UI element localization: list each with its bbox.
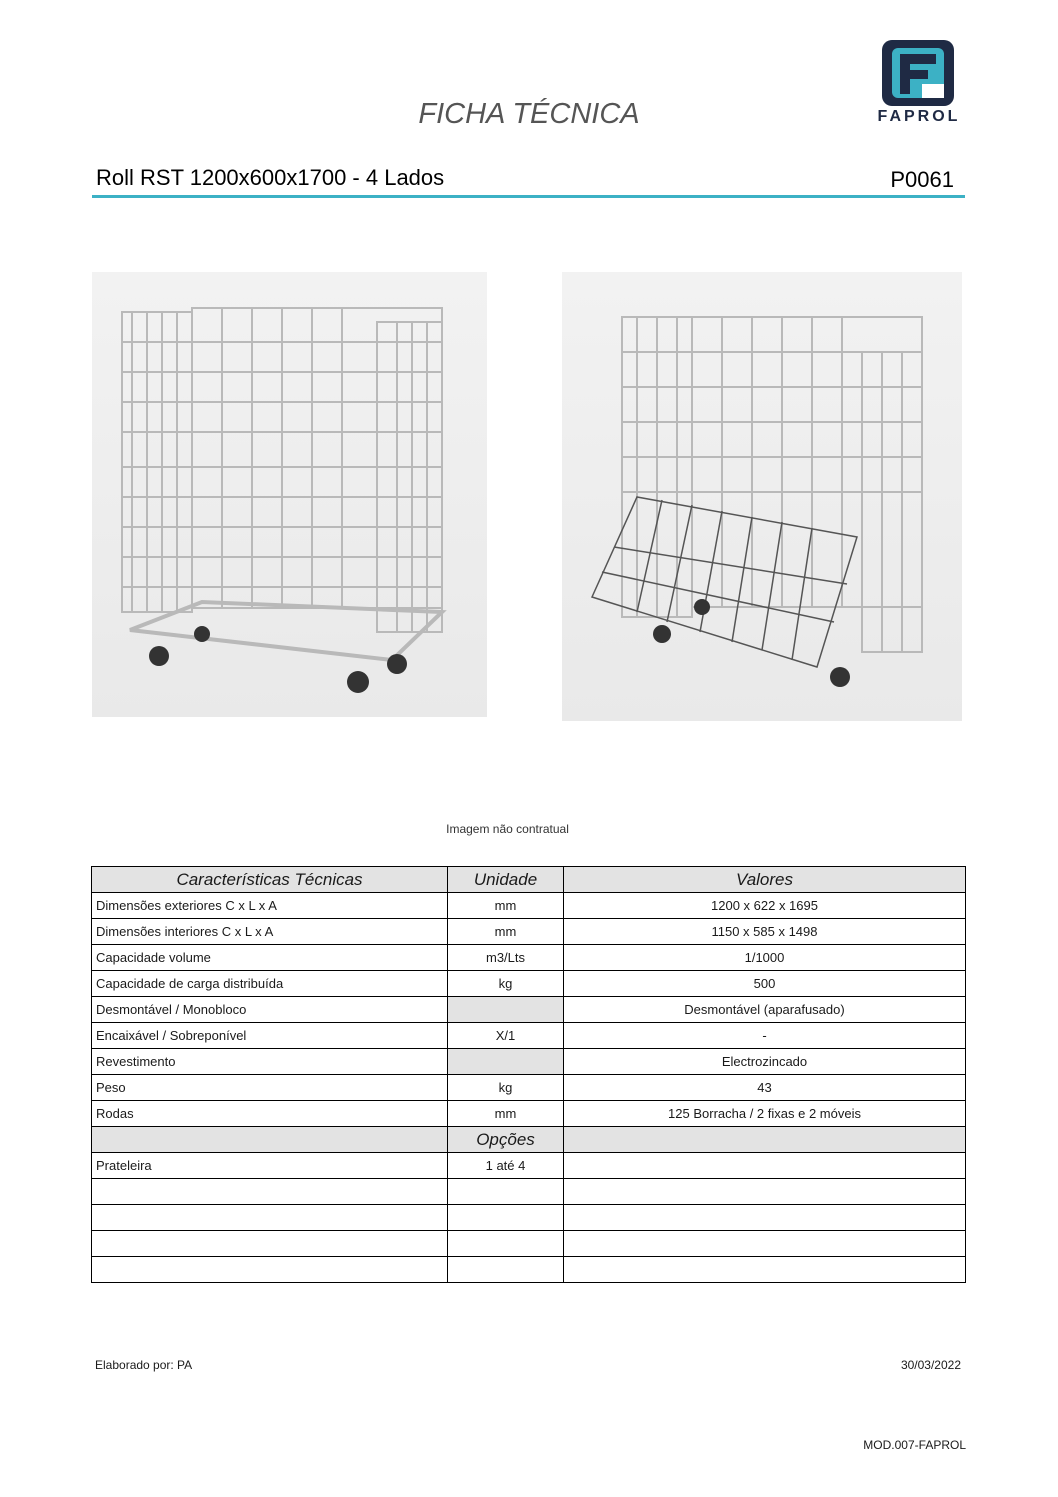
row-unit: kg: [448, 1075, 564, 1101]
option-unit: 1 até 4: [448, 1153, 564, 1179]
row-value: 500: [564, 971, 966, 997]
row-unit: [448, 997, 564, 1023]
row-value: -: [564, 1023, 966, 1049]
options-header-row: [92, 1127, 966, 1153]
row-unit: X/1: [448, 1023, 564, 1049]
row-label: Rodas: [92, 1101, 448, 1127]
row-value: 1200 x 622 x 1695: [564, 893, 966, 919]
header-divider: [92, 195, 965, 198]
option-value: [564, 1153, 966, 1179]
row-label: Dimensões interiores C x L x A: [92, 919, 448, 945]
product-image-open: [562, 272, 962, 721]
row-unit: mm: [448, 893, 564, 919]
logo-mark-icon: [870, 38, 966, 110]
option-label: Prateleira: [92, 1153, 448, 1179]
table-row-empty: [92, 1257, 966, 1283]
row-value: 43: [564, 1075, 966, 1101]
row-value: Desmontável (aparafusado): [564, 997, 966, 1023]
table-row: [92, 1075, 966, 1101]
document-date: 30/03/2022: [900, 1358, 961, 1372]
options-header: Opções: [448, 1127, 564, 1153]
product-code: P0061: [890, 167, 954, 192]
row-unit: [448, 1049, 564, 1075]
table-row: [92, 1049, 966, 1075]
row-value: Electrozincado: [564, 1049, 966, 1075]
table-row-empty: [92, 1231, 966, 1257]
product-name: Roll RST 1200x600x1700 - 4 Lados: [96, 165, 445, 190]
row-label: Desmontável / Monobloco: [92, 997, 448, 1023]
row-unit: mm: [448, 919, 564, 945]
table-row: [92, 997, 966, 1023]
roll-container-front-icon: [92, 272, 487, 717]
row-label: Capacidade de carga distribuída: [92, 971, 448, 997]
table-header-row: [92, 867, 966, 893]
brand-name: FAPROL: [877, 108, 961, 125]
row-label: Encaixável / Sobreponível: [92, 1023, 448, 1049]
table-row: [92, 971, 966, 997]
spec-table: [91, 866, 966, 1283]
row-value: 125 Borracha / 2 fixas e 2 móveis: [564, 1101, 966, 1127]
row-value: 1/1000: [564, 945, 966, 971]
header-values: Valores: [564, 867, 966, 893]
table-row: [92, 919, 966, 945]
row-label: Peso: [92, 1075, 448, 1101]
form-code: MOD.007-FAPROL: [863, 1438, 966, 1452]
options-spacer-right: [564, 1127, 966, 1153]
product-image-front: [92, 272, 487, 717]
table-row: [92, 945, 966, 971]
table-row-empty: [92, 1205, 966, 1231]
row-label: Revestimento: [92, 1049, 448, 1075]
table-row-empty: [92, 1179, 966, 1205]
table-row: [92, 893, 966, 919]
row-unit: mm: [448, 1101, 564, 1127]
header-characteristics: Características Técnicas: [92, 867, 448, 893]
image-disclaimer: Imagem não contratual: [446, 822, 569, 836]
author-note: Elaborado por: PA: [95, 1358, 193, 1372]
row-unit: kg: [448, 971, 564, 997]
row-unit: m3/Lts: [448, 945, 564, 971]
options-spacer-left: [92, 1127, 448, 1153]
table-row: [92, 1153, 966, 1179]
table-row: [92, 1101, 966, 1127]
page-title: FICHA TÉCNICA: [418, 98, 640, 130]
row-label: Capacidade volume: [92, 945, 448, 971]
header-unit: Unidade: [448, 867, 564, 893]
row-label: Dimensões exteriores C x L x A: [92, 893, 448, 919]
roll-container-open-icon: [562, 272, 962, 721]
table-row: [92, 1023, 966, 1049]
row-value: 1150 x 585 x 1498: [564, 919, 966, 945]
